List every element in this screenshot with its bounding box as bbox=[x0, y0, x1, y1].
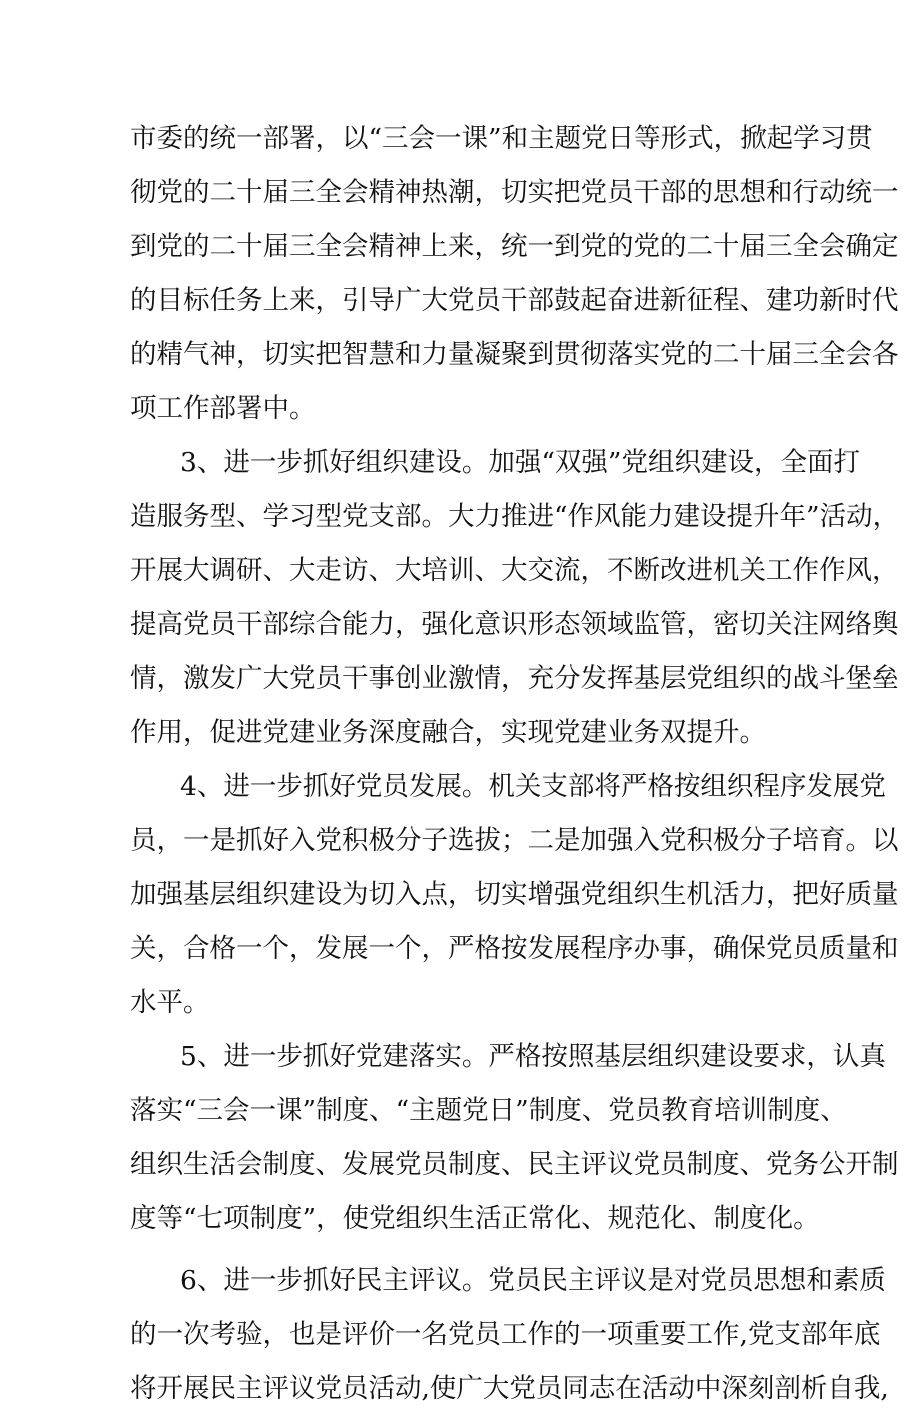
text-line: 项工作部署中。 bbox=[130, 393, 316, 424]
text-line: 作用，促进党建业务深度融合，实现党建业务双提升。 bbox=[130, 717, 766, 748]
text-line: 的一次考验，也是评价一名党员工作的一项重要工作,党支部年底 bbox=[130, 1319, 881, 1350]
text-line: 组织生活会制度、发展党员制度、民主评议党员制度、党务公开制 bbox=[130, 1149, 899, 1180]
text-line: 情，激发广大党员干事创业激情，充分发挥基层党组织的战斗堡垒 bbox=[130, 663, 899, 694]
text-line: 市委的统一部署，以“三会一课”和主题党日等形式，掀起学习贯 bbox=[130, 123, 873, 154]
text-line: 员，一是抓好入党积极分子选拔；二是加强入党积极分子培育。以 bbox=[130, 825, 899, 856]
document-body bbox=[130, 112, 900, 1416]
text-line: 加强基层组织建设为切入点，切实增强党组织生机活力，把好质量 bbox=[130, 879, 899, 910]
text-line: 水平。 bbox=[130, 987, 210, 1018]
text-line: 4、进一步抓好党员发展。机关支部将严格按组织程序发展党 bbox=[180, 771, 886, 802]
text-line: 度等“七项制度”，使党组织生活正常化、规范化、制度化。 bbox=[130, 1203, 820, 1234]
text-line: 彻党的二十届三全会精神热潮，切实把党员干部的思想和行动统一 bbox=[130, 177, 899, 208]
paragraph-2 bbox=[130, 436, 900, 760]
text-line: 的目标任务上来，引导广大党员干部鼓起奋进新征程、建功新时代 bbox=[130, 285, 899, 316]
text-line: 6、进一步抓好民主评议。党员民主评议是对党员思想和素质 bbox=[180, 1265, 886, 1296]
text-line: 开展大调研、大走访、大培训、大交流，不断改进机关工作作风， bbox=[130, 555, 899, 586]
paragraph-5 bbox=[130, 1254, 889, 1416]
text-line: 到党的二十届三全会精神上来，统一到党的党的二十届三全会确定 bbox=[130, 231, 899, 262]
text-line: 关，合格一个，发展一个，严格按发展程序办事，确保党员质量和 bbox=[130, 933, 899, 964]
text-line: 3、进一步抓好组织建设。加强“双强”党组织建设，全面打 bbox=[180, 447, 860, 478]
text-line: 5、进一步抓好党建落实。严格按照基层组织建设要求，认真 bbox=[180, 1041, 886, 1072]
text-line: 提高党员干部综合能力，强化意识形态领域监管，密切关注网络舆 bbox=[130, 609, 899, 640]
text-line: 落实“三会一课”制度、“主题党日”制度、党员教育培训制度、 bbox=[130, 1095, 847, 1126]
paragraph-1 bbox=[130, 112, 899, 436]
paragraph-spacer bbox=[130, 1246, 830, 1254]
text-line: 造服务型、学习型党支部。大力推进“作风能力建设提升年”活动， bbox=[130, 501, 900, 532]
paragraph-3 bbox=[130, 760, 899, 1030]
text-line: 的精气神，切实把智慧和力量凝聚到贯彻落实党的二十届三全会各 bbox=[130, 339, 899, 370]
text-line: 将开展民主评议党员活动,使广大党员同志在活动中深刻剖析自我, bbox=[130, 1373, 889, 1404]
paragraph-4 bbox=[130, 1030, 899, 1246]
